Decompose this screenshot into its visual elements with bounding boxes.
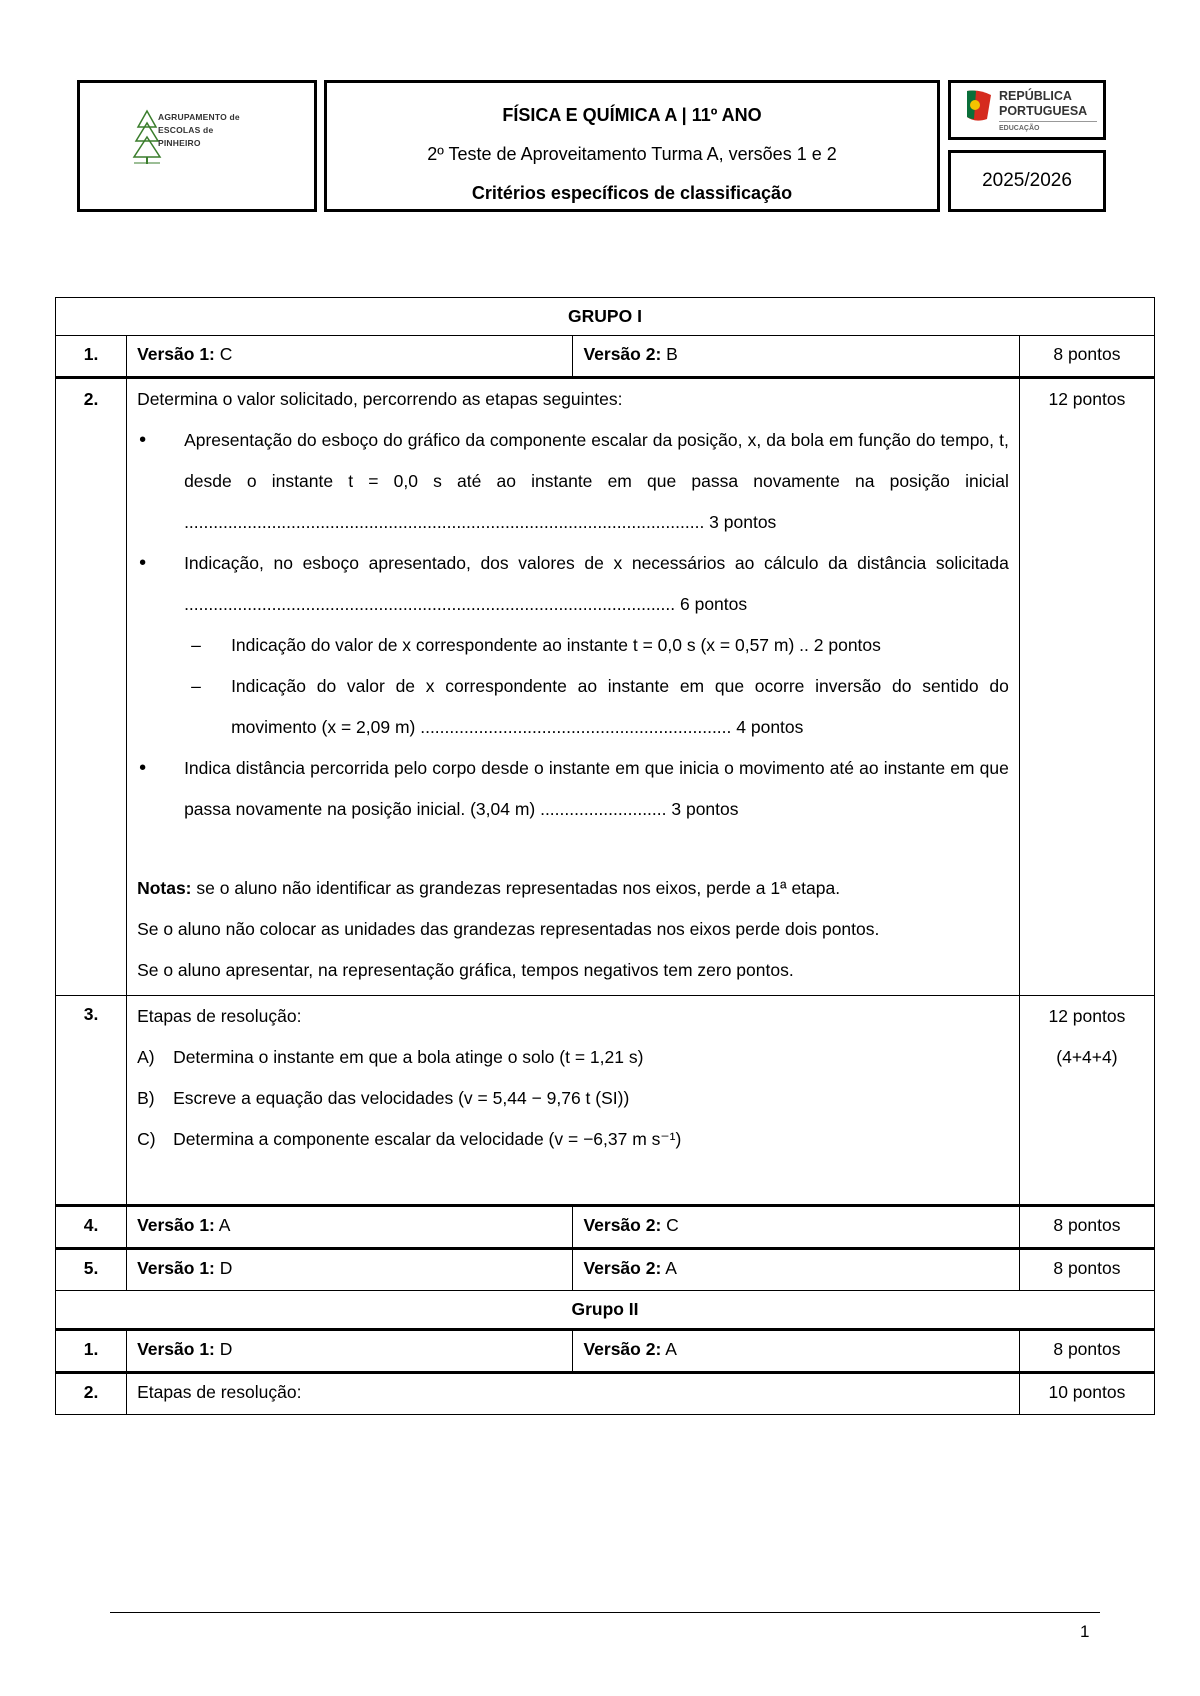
table-row — [56, 378, 1155, 996]
question-number: 5. — [56, 1249, 127, 1291]
question-number: 3. — [56, 996, 127, 1206]
version2-answer: Versão 2: B — [573, 336, 1019, 378]
points: 8 pontos — [1019, 336, 1154, 378]
header-title-box — [324, 80, 940, 212]
q2-subitem-1: – Indicação do valor de x correspondente ao instante t = 0,0 s (x = 0,57 m) .. 2 pontos — [137, 625, 1009, 666]
portugal-flag-icon — [963, 89, 995, 123]
criteria-title: Critérios específicos de classificação — [471, 183, 793, 203]
q2-bullet-1: • Apresentação do esboço do gráfico da componente escalar da posição, x, da bola em função do tempo, t, desde o instante t = 0,0 s até ao instante em que passa novamente na posição inicial ........................................................................................................... 3 pontos — [137, 420, 1009, 543]
footer-divider — [110, 1612, 1100, 1613]
q2-intro: Determina o valor solicitado, percorrendo as etapas seguintes: — [137, 389, 623, 409]
question-number: 4. — [56, 1206, 127, 1249]
points: 12 pontos — [1019, 378, 1154, 996]
points: 8 pontos — [1019, 1249, 1154, 1291]
question-number: 2. — [56, 1373, 127, 1415]
group1-title: GRUPO I — [56, 298, 1155, 336]
version1-answer: Versão 1: C — [127, 336, 573, 378]
republic-name: REPÚBLICA PORTUGUESA — [999, 89, 1088, 118]
republic-divider — [999, 121, 1097, 122]
test-subtitle: 2º Teste de Aproveitamento Turma A, versões 1 e 2 — [427, 144, 837, 164]
q2-note-1: Notas: se o aluno não identificar as grandezas representadas nos eixos, perde a 1ª etapa. — [137, 878, 841, 898]
republic-logo-box — [948, 80, 1106, 140]
q2-bullet-2: • Indicação, no esboço apresentado, dos valores de x necessários ao cálculo da distância solicitada ..................................................................................................... 6 pontos — [137, 543, 1009, 625]
version2-answer: Versão 2: C — [573, 1206, 1019, 1249]
school-name: AGRUPAMENTO de ESCOLAS de PINHEIRO — [158, 112, 240, 148]
table-row — [56, 336, 1155, 378]
question2-criteria — [127, 378, 1020, 996]
q3-step-a: A) Determina o instante em que a bola atinge o solo (t = 1,21 s) — [137, 1047, 644, 1067]
q3-step-c: C) Determina a componente escalar da velocidade (v = −6,37 m s⁻¹) — [137, 1129, 682, 1149]
version1-answer: Versão 1: A — [127, 1206, 573, 1249]
version1-answer: Versão 1: D — [127, 1249, 573, 1291]
q3-step-b: B) Escreve a equação das velocidades (v = 5,44 − 9,76 t (SI)) — [137, 1088, 630, 1108]
course-title: FÍSICA E QUÍMICA A | 11º ANO — [502, 105, 762, 125]
q3-intro: Etapas de resolução: — [137, 1006, 302, 1026]
question3-criteria — [127, 996, 1020, 1206]
group1-header-row — [56, 298, 1155, 336]
version2-answer: Versão 2: A — [573, 1249, 1019, 1291]
criteria-table — [55, 297, 1155, 1415]
question-text: Etapas de resolução: — [127, 1373, 1020, 1415]
question-number: 1. — [56, 1330, 127, 1373]
table-row — [56, 1330, 1155, 1373]
republic-sub: EDUCAÇÃO — [999, 125, 1040, 132]
table-row — [56, 1206, 1155, 1249]
q2-bullet-3: • Indica distância percorrida pelo corpo desde o instante em que inicia o movimento até ao instante em que passa novamente na posição inicial. (3,04 m) .......................... 3 pontos — [137, 748, 1009, 830]
question-number: 1. — [56, 336, 127, 378]
group2-title: Grupo II — [56, 1291, 1155, 1330]
version2-answer: Versão 2: A — [573, 1330, 1019, 1373]
table-row — [56, 996, 1155, 1206]
q2-note-3: Se o aluno apresentar, na representação gráfica, tempos negativos tem zero pontos. — [137, 960, 794, 980]
version1-answer: Versão 1: D — [127, 1330, 573, 1373]
table-row — [56, 1373, 1155, 1415]
page-number: 1 — [1080, 1622, 1090, 1641]
table-row — [56, 1249, 1155, 1291]
question-number: 2. — [56, 378, 127, 996]
q2-note-2: Se o aluno não colocar as unidades das grandezas representadas nos eixos perde dois pontos. — [137, 919, 880, 939]
q2-subitem-2: – Indicação do valor de x correspondente ao instante em que ocorre inversão do sentido do movimento (x = 2,09 m) ................................................................ 4 pontos — [137, 666, 1009, 748]
school-year: 2025/2026 — [948, 150, 1106, 212]
school-logo-box — [77, 80, 317, 212]
points-split: (4+4+4) — [1056, 1047, 1118, 1067]
points: 8 pontos — [1019, 1206, 1154, 1249]
points: 8 pontos — [1019, 1330, 1154, 1373]
points-cell — [1019, 996, 1154, 1206]
points: 10 pontos — [1019, 1373, 1154, 1415]
points: 12 pontos — [1048, 1006, 1126, 1026]
group2-header-row — [56, 1291, 1155, 1330]
